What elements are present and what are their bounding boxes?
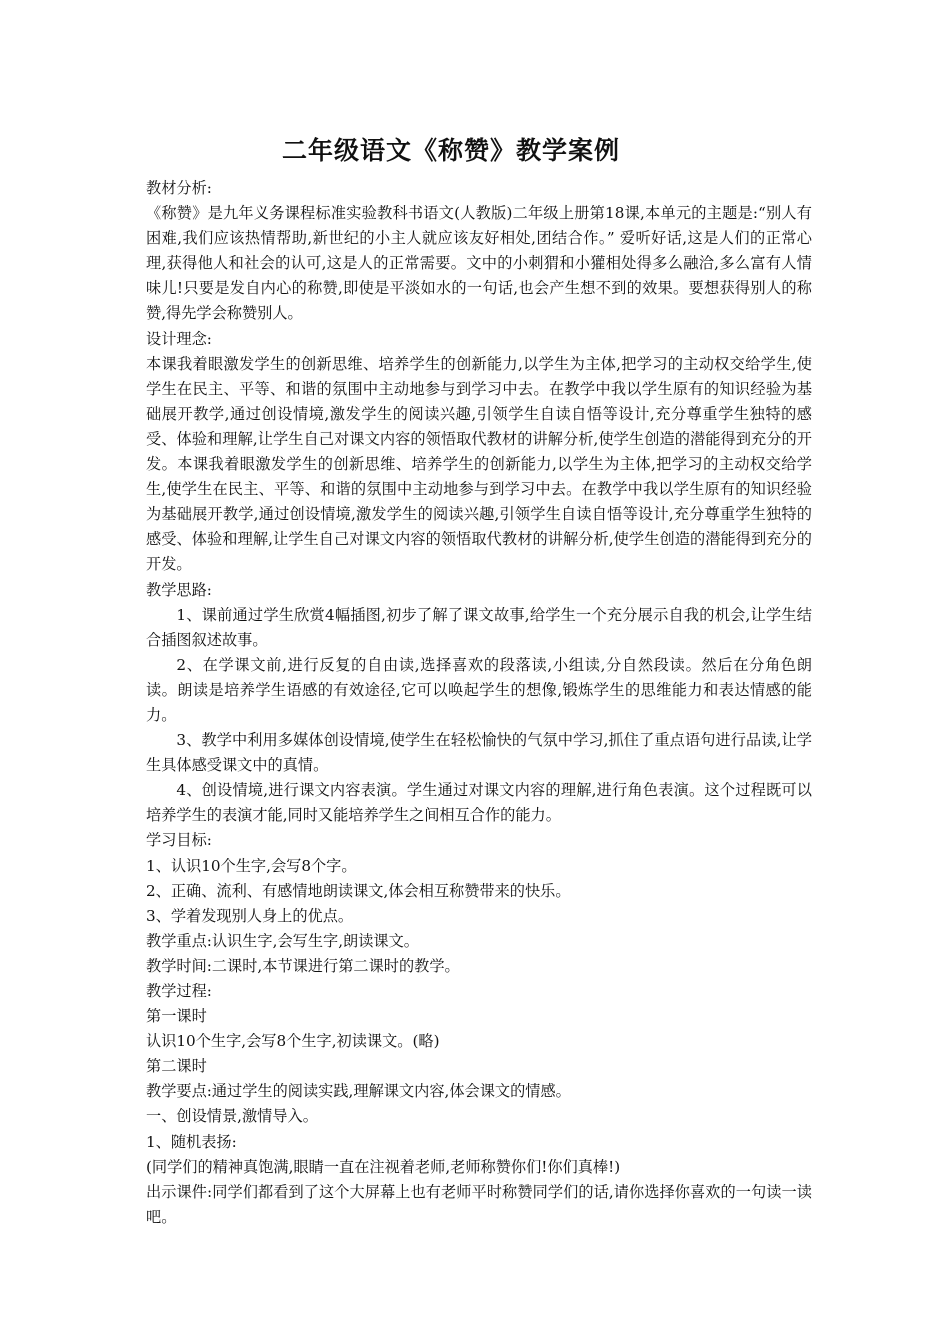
goals-heading: 学习目标: [146,831,212,850]
document-body [146,176,812,1230]
material-heading: 教材分析: [146,179,212,197]
title-text: 二年级语文《称赞》教学案例 [281,136,620,165]
lesson2-focus: 教学要点:通过学生的阅读实践,理解课文内容,体会课文的情感。 [146,1082,571,1101]
approach-item: 3、教学中利用多媒体创设情境,使学生在轻松愉快的气氛中学习,抓住了重点语句进行品读,让学生具体感受课文中的真情。 [146,731,812,775]
step1-courseware: 出示课件:同学们都看到了这个大屏幕上也有老师平时称赞同学们的话,请你选择你喜欢的一句读一读吧。 [146,1182,812,1226]
step1-quote: (同学们的精神真饱满,眼睛一直在注视着老师,老师称赞你们!你们真棒!) [146,1157,621,1176]
goal-item: 1、认识10个生字,会写8个字。 [146,856,357,875]
step1-sub: 1、随机表扬: [146,1132,237,1151]
goal-item: 3、学着发现别人身上的优点。 [146,906,354,925]
design-heading: 设计理念: [146,329,212,348]
process-heading: 教学过程: [146,982,212,1000]
step1-heading: 一、创设情景,激情导入。 [146,1107,318,1126]
material-paragraph: 《称赞》是九年义务课程标准实验教科书语文(人教版)二年级上册第18课,本单元的主题是:“别人有困难,我们应该热情帮助,新世纪的小主人就应该友好相处,团结合作。” 爱听好话,这是人们的正常心理,获得他人和社会的认可,这是人的正常需要。文中的小刺猬和小獾相处得多么融洽,多么富有人情味儿!只要是发自内心的称赞,即使是平淡如水的一句话,也会产生想不到的效果。要想获得别人的称赞,得先学会称赞别人。 [146,204,812,323]
goal-item: 2、正确、流利、有感情地朗读课文,体会相互称赞带来的快乐。 [146,881,571,900]
approach-heading: 教学思路: [146,580,212,599]
lesson1-text: 认识10个生字,会写8个生字,初读课文。(略) [146,1032,440,1051]
teaching-time: 教学时间:二课时,本节课进行第二课时的教学。 [146,956,460,975]
approach-item: 2、在学课文前,进行反复的自由读,选择喜欢的段落读,小组读,分自然段读。然后在分角色朗读。朗读是培养学生语感的有效途径,它可以唤起学生的想像,锻炼学生的思维能力和表达情感的能力。 [146,655,812,724]
approach-item: 4、创设情境,进行课文内容表演。学生通过对课文内容的理解,进行角色表演。这个过程既可以培养学生的表演才能,同时又能培养学生之间相互合作的能力。 [146,781,812,825]
document-title [0,131,950,167]
design-paragraph: 本课我着眼激发学生的创新思维、培养学生的创新能力,以学生为主体,把学习的主动权交给学生,使学生在民主、平等、和谐的氛围中主动地参与到学习中去。在教学中我以学生原有的知识经验为基础展开教学,通过创设情境,激发学生的阅读兴趣,引领学生自读自悟等设计,充分尊重学生独特的感受、体验和理解,让学生自己对课文内容的领悟取代教材的讲解分析,使学生创造的潜能得到充分的开发。本课我着眼激发学生的创新思维、培养学生的创新能力,以学生为主体,把学习的主动权交给学生,使学生在民主、平等、和谐的氛围中主动地参与到学习中去。在教学中我以学生原有的知识经验为基础展开教学,通过创设情境,激发学生的阅读兴趣,引领学生自读自悟等设计,充分尊重学生独特的感受、体验和理解,让学生自己对课文内容的领悟取代教材的讲解分析,使学生创造的潜能得到充分的开发。 [146,354,812,574]
lesson1-heading: 第一课时 [146,1007,207,1026]
key-points: 教学重点:认识生字,会写生字,朗读课文。 [146,931,419,950]
lesson2-heading: 第二课时 [146,1057,207,1076]
approach-item: 1、课前通过学生欣赏4幅插图,初步了解了课文故事,给学生一个充分展示自我的机会,让学生结合插图叙述故事。 [146,605,812,649]
